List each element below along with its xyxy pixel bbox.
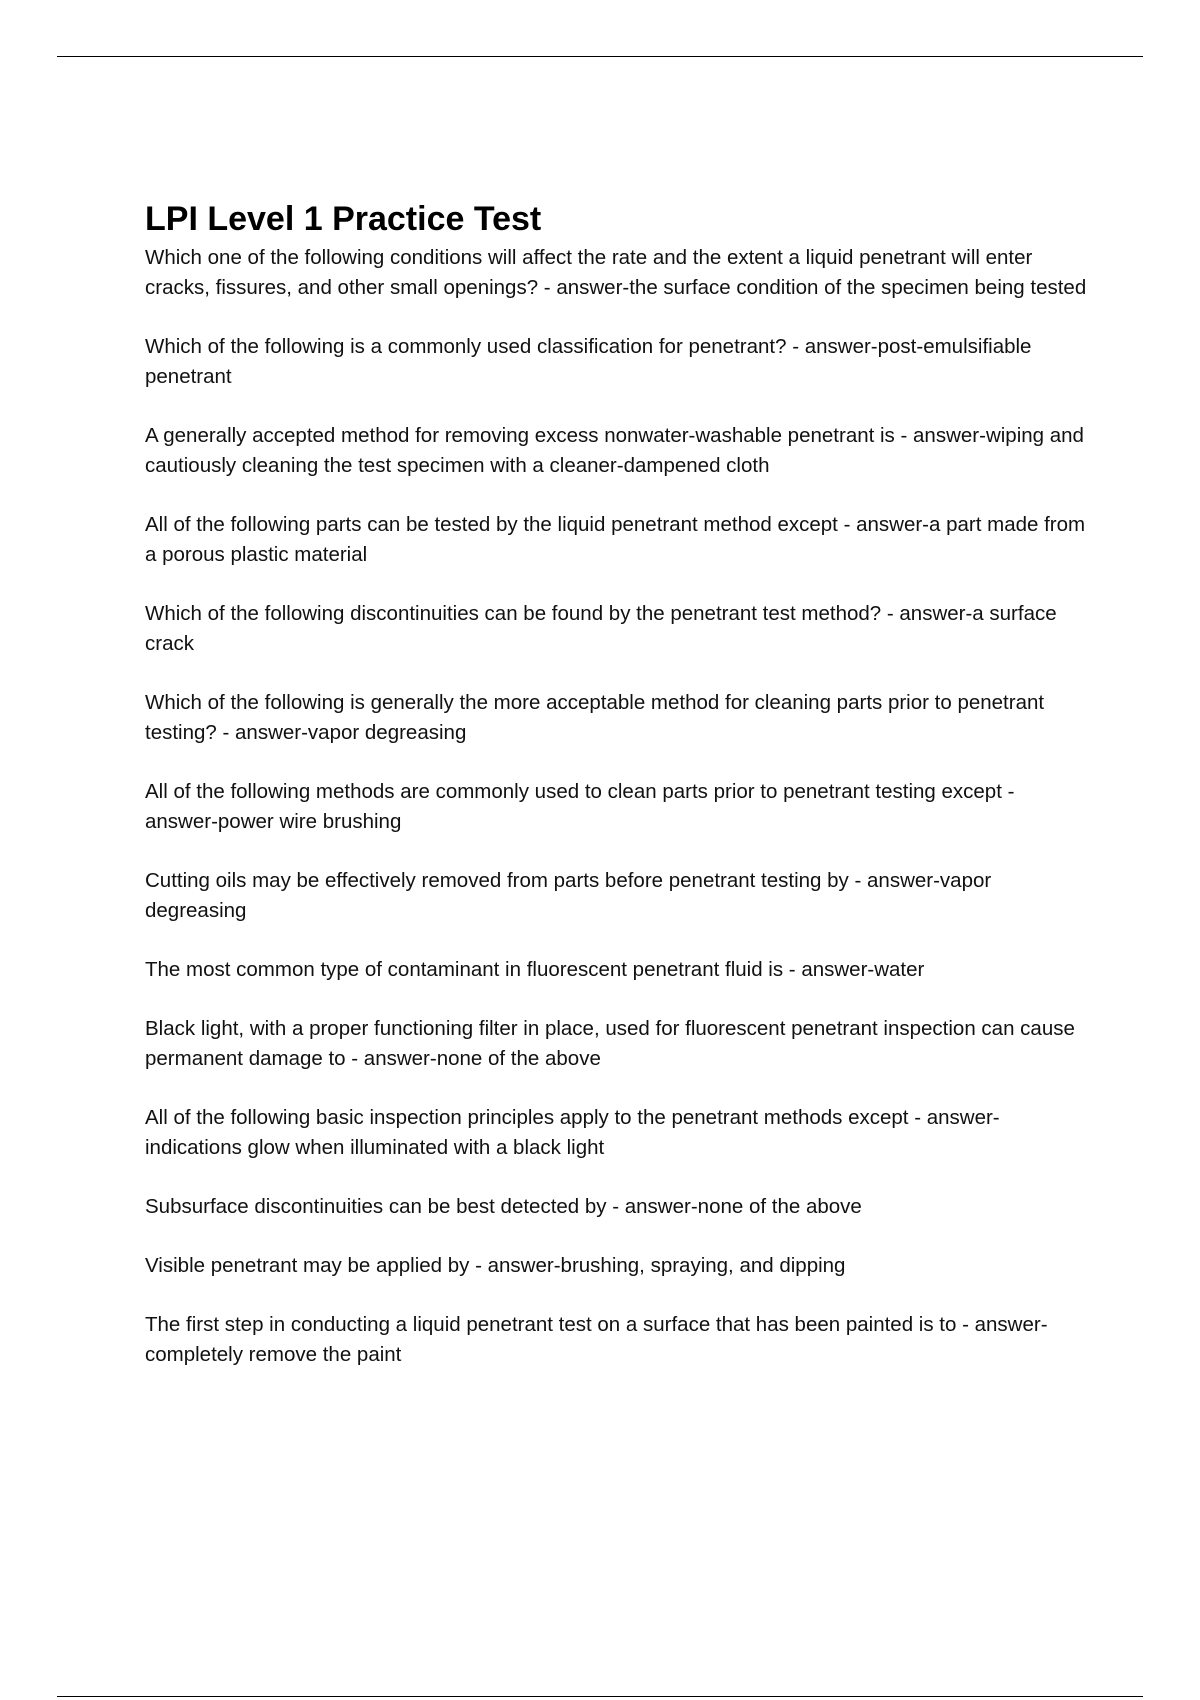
qa-item: Which of the following discontinuities can be found by the penetrant test method? - answer-a surface crack — [145, 602, 1057, 655]
qa-item: Which of the following is generally the more acceptable method for cleaning parts prior to penetrant testing? - answer-vapor degreasing — [145, 691, 1045, 744]
qa-item: Visible penetrant may be applied by - answer-brushing, spraying, and dipping — [145, 1254, 846, 1277]
qa-item: The most common type of contaminant in fluorescent penetrant fluid is - answer-water — [145, 958, 925, 981]
qa-item: Which one of the following conditions will affect the rate and the extent a liquid penetrant will enter cracks, fissures, and other small openings? - answer-the surface condition of the specimen being tested — [145, 246, 1087, 299]
bottom-rule — [57, 1696, 1143, 1697]
qa-item: A generally accepted method for removing excess nonwater-washable penetrant is - answer-wiping and cautiously cleaning the test specimen with a cleaner-dampened cloth — [145, 424, 1084, 477]
qa-list — [145, 243, 1090, 1370]
qa-item: All of the following methods are commonly used to clean parts prior to penetrant testing except - answer-power wire brushing — [145, 780, 1015, 833]
top-rule — [57, 56, 1143, 57]
qa-item: Cutting oils may be effectively removed from parts before penetrant testing by - answer-vapor degreasing — [145, 869, 992, 922]
qa-item: The first step in conducting a liquid penetrant test on a surface that has been painted is to - answer-completely remove the paint — [145, 1313, 1048, 1366]
page-title: LPI Level 1 Practice Test — [145, 200, 542, 238]
qa-item: Which of the following is a commonly used classification for penetrant? - answer-post-emulsifiable penetrant — [145, 335, 1032, 388]
qa-item: All of the following parts can be tested by the liquid penetrant method except - answer-a part made from a porous plastic material — [145, 513, 1086, 566]
qa-item: All of the following basic inspection principles apply to the penetrant methods except - answer-indications glow when illuminated with a black light — [145, 1106, 1000, 1159]
document-body — [145, 197, 1090, 1399]
qa-item: Subsurface discontinuities can be best detected by - answer-none of the above — [145, 1195, 862, 1218]
qa-item: Black light, with a proper functioning filter in place, used for fluorescent penetrant inspection can cause permanent damage to - answer-none of the above — [145, 1017, 1075, 1070]
